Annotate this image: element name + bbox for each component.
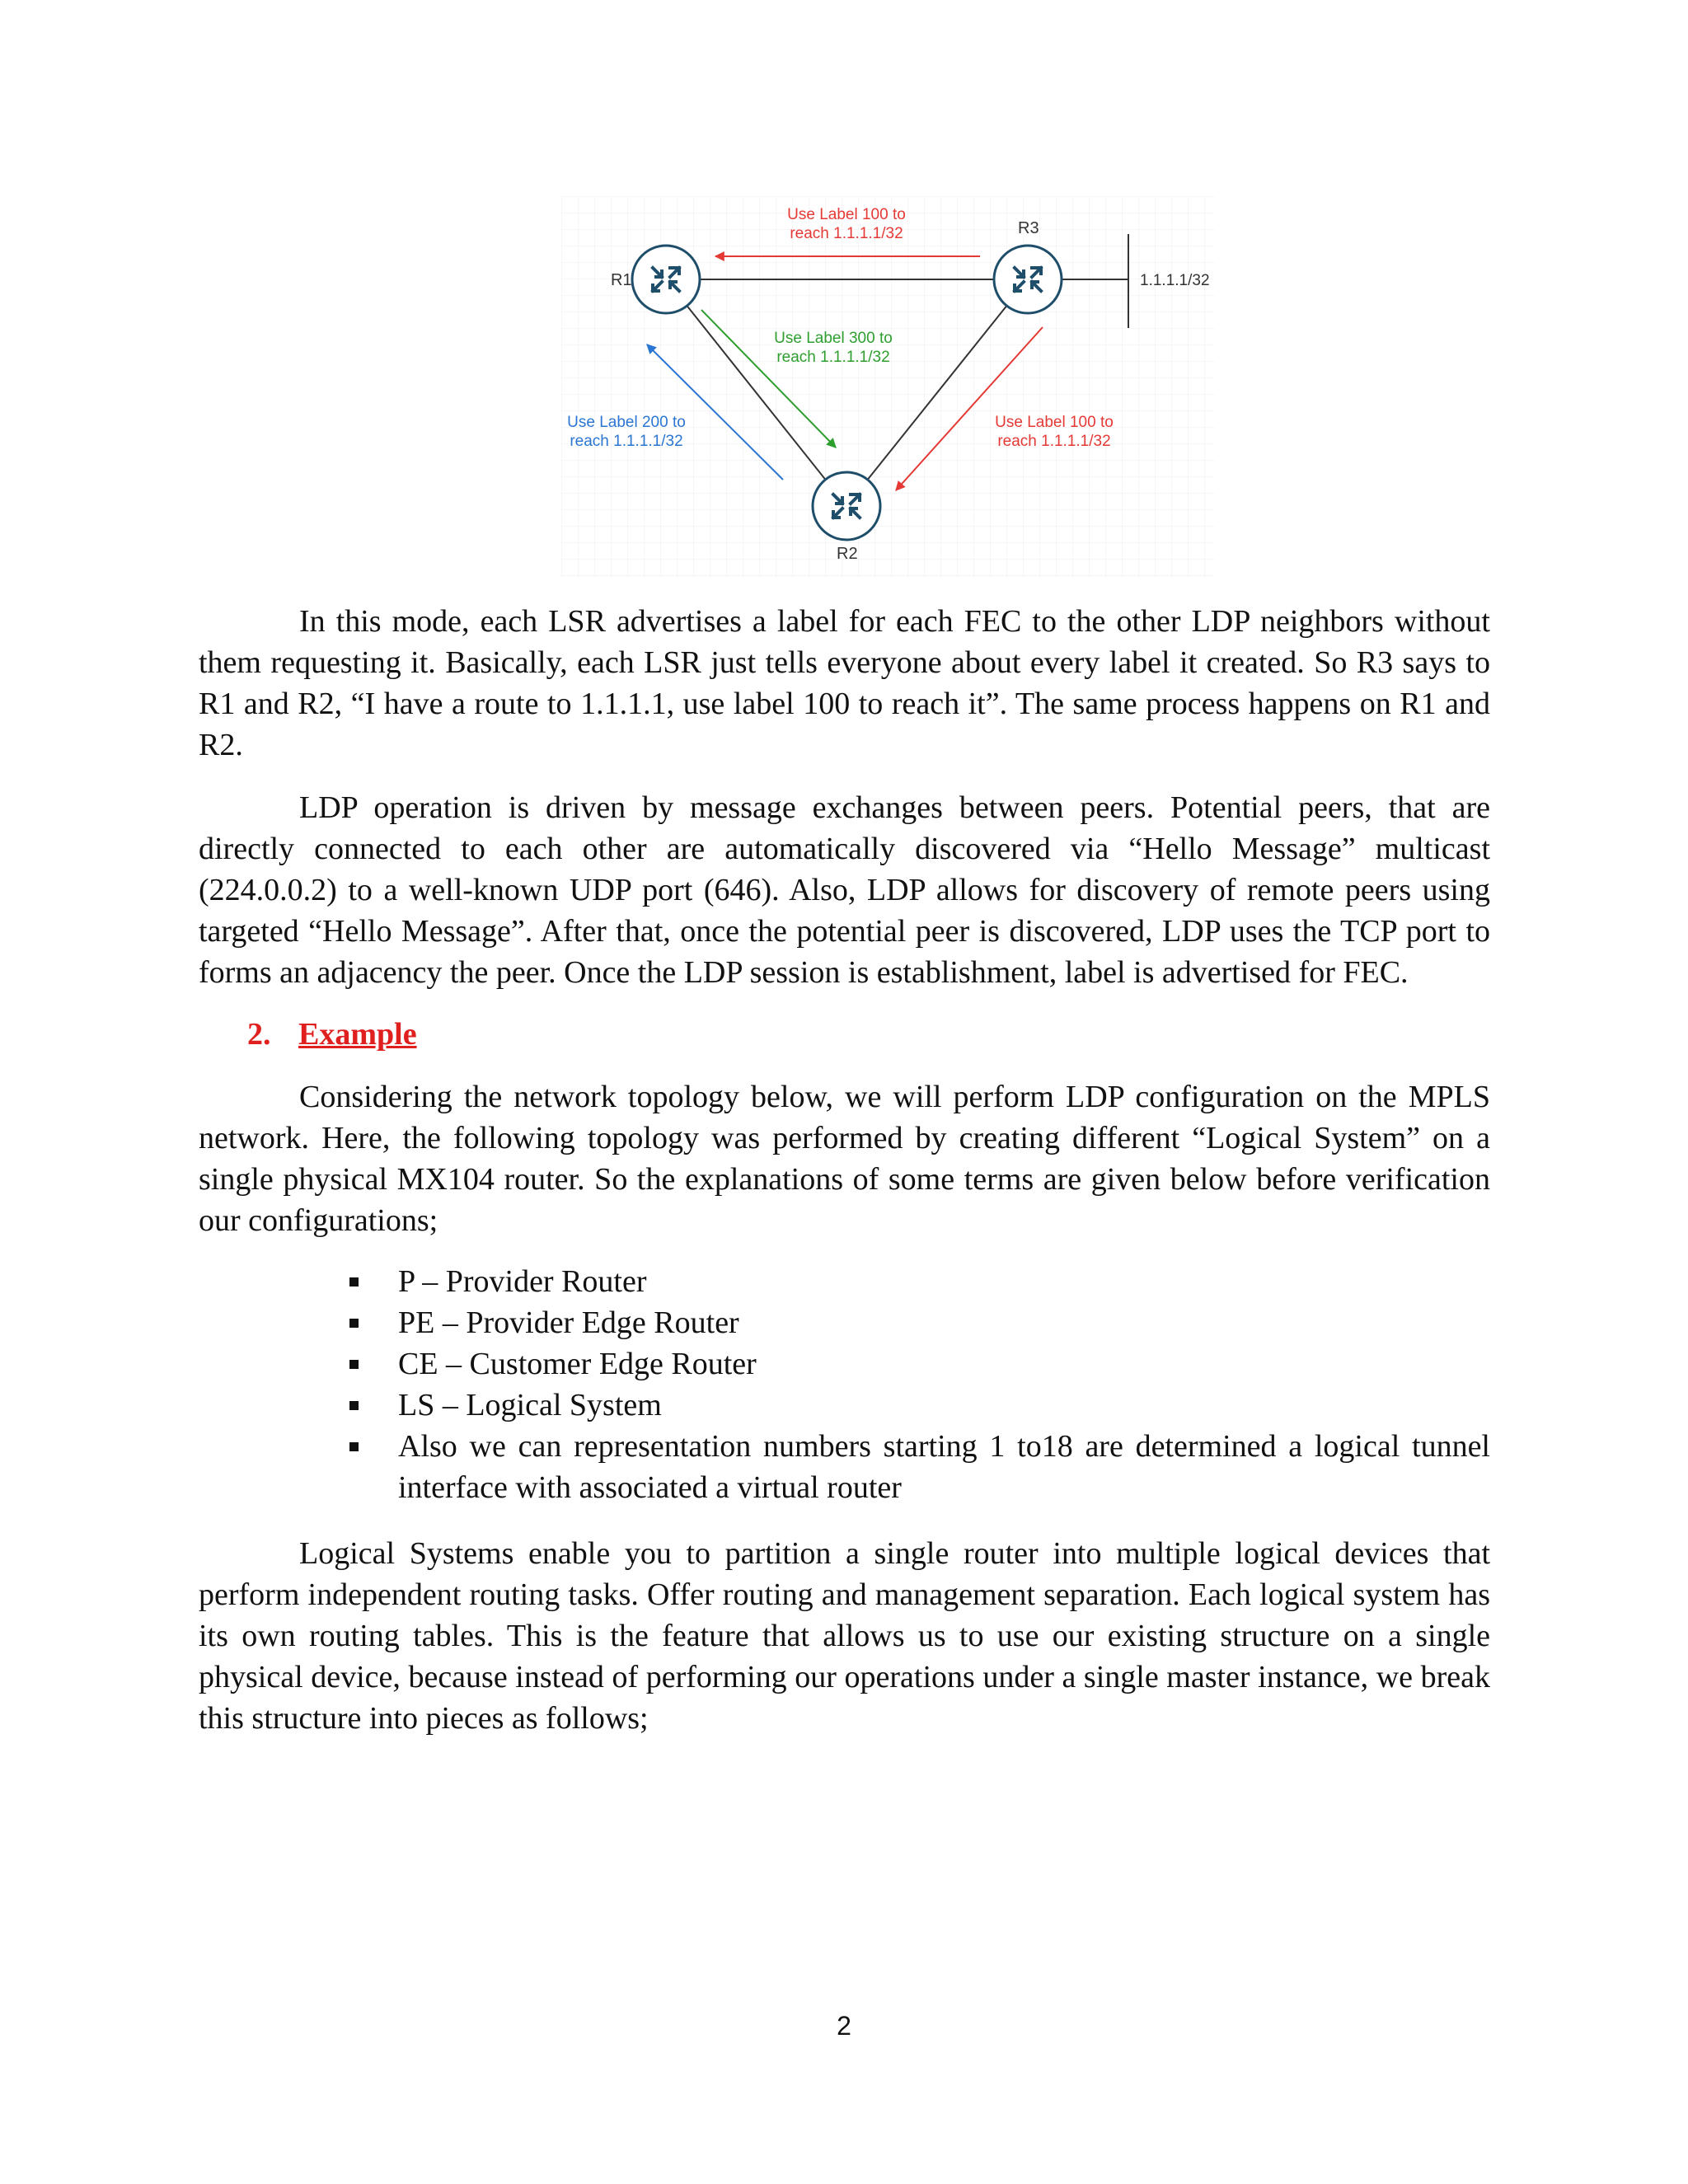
paragraph-1-block bbox=[199, 601, 1490, 766]
bullet-icon bbox=[349, 1360, 359, 1369]
list-item-text: CE – Customer Edge Router bbox=[398, 1347, 757, 1381]
center-label-line1: Use Label 300 to bbox=[774, 330, 893, 347]
bullet-icon bbox=[349, 1401, 359, 1410]
page-number: 2 bbox=[837, 2011, 851, 2041]
list-item bbox=[347, 1385, 1490, 1426]
router-r3-icon bbox=[994, 246, 1062, 313]
paragraph-4-block bbox=[199, 1533, 1490, 1739]
list-item bbox=[347, 1261, 1490, 1302]
terms-list bbox=[347, 1261, 1490, 1508]
list-item bbox=[347, 1426, 1490, 1508]
router-r3-label: R3 bbox=[1018, 219, 1039, 237]
section-heading bbox=[247, 1014, 417, 1055]
right-label-line1: Use Label 100 to bbox=[995, 414, 1114, 431]
top-label-line1: Use Label 100 to bbox=[787, 206, 906, 223]
router-r2-icon bbox=[813, 472, 880, 540]
prefix-label: 1.1.1.1/32 bbox=[1140, 272, 1210, 289]
paragraph-ldp-operation: LDP operation is driven by message exchanges between peers. Potential peers, that are directly connected to each other are automatically discovered via “Hello Message” multicast (224.0.0.2) to a well-known UDP port (646). Also, LDP allows for discovery of remote peers using targeted “Hello Message”. After that, once the potential peer is discovered, LDP uses the TCP port to forms an adjacency the peer. Once the LDP session is establishment, label is advertised for FEC. bbox=[199, 790, 1490, 990]
right-label-line2: reach 1.1.1.1/32 bbox=[997, 433, 1111, 450]
section-title: Example bbox=[298, 1017, 417, 1052]
list-item bbox=[347, 1343, 1490, 1385]
top-label-line2: reach 1.1.1.1/32 bbox=[790, 225, 903, 242]
center-label-line2: reach 1.1.1.1/32 bbox=[776, 349, 890, 366]
left-label-line1: Use Label 200 to bbox=[567, 414, 686, 431]
bullet-icon bbox=[349, 1442, 359, 1451]
ldp-topology-diagram bbox=[561, 196, 1215, 577]
router-r1-icon bbox=[632, 246, 700, 313]
list-item-text: Also we can representation numbers starting 1 to18 are determined a logical tunnel interface with associated a virtual router bbox=[398, 1429, 1490, 1505]
router-r1-label: R1 bbox=[611, 271, 632, 289]
topology-svg bbox=[561, 196, 1215, 577]
bullet-icon bbox=[349, 1277, 359, 1286]
list-item-text: P – Provider Router bbox=[398, 1264, 647, 1299]
paragraph-2-block bbox=[199, 787, 1490, 993]
section-number: 2. bbox=[247, 1017, 271, 1052]
list-item-text: PE – Provider Edge Router bbox=[398, 1305, 739, 1340]
router-r2-label: R2 bbox=[837, 545, 858, 563]
paragraph-logical-systems: Logical Systems enable you to partition a single router into multiple logical devices that perform independent routing tasks. Offer routing and management separation. Each logical system has its own routing tables. This is the feature that allows us to use our existing structure on a single physical device, because instead of performing our operations under a single master instance, we break this structure into pieces as follows; bbox=[199, 1536, 1490, 1736]
bullet-icon bbox=[349, 1319, 359, 1328]
paragraph-topology-intro: Considering the network topology below, we will perform LDP configuration on the MPLS network. Here, the following topology was performed by creating different “Logical System” on a single physical MX104 router. So the explanations of some terms are given below before verification our configurations; bbox=[199, 1080, 1490, 1238]
paragraph-unsolicited-mode: In this mode, each LSR advertises a label for each FEC to the other LDP neighbors without them requesting it. Basically, each LSR just tells everyone about every label it created. So R3 says to R1 and R2, “I have a route to 1.1.1.1, use label 100 to reach it”. The same process happens on R1 and R2. bbox=[199, 604, 1490, 762]
list-item-text: LS – Logical System bbox=[398, 1388, 662, 1422]
list-item bbox=[347, 1302, 1490, 1343]
paragraph-3-block bbox=[199, 1076, 1490, 1241]
left-label-line2: reach 1.1.1.1/32 bbox=[570, 433, 683, 450]
